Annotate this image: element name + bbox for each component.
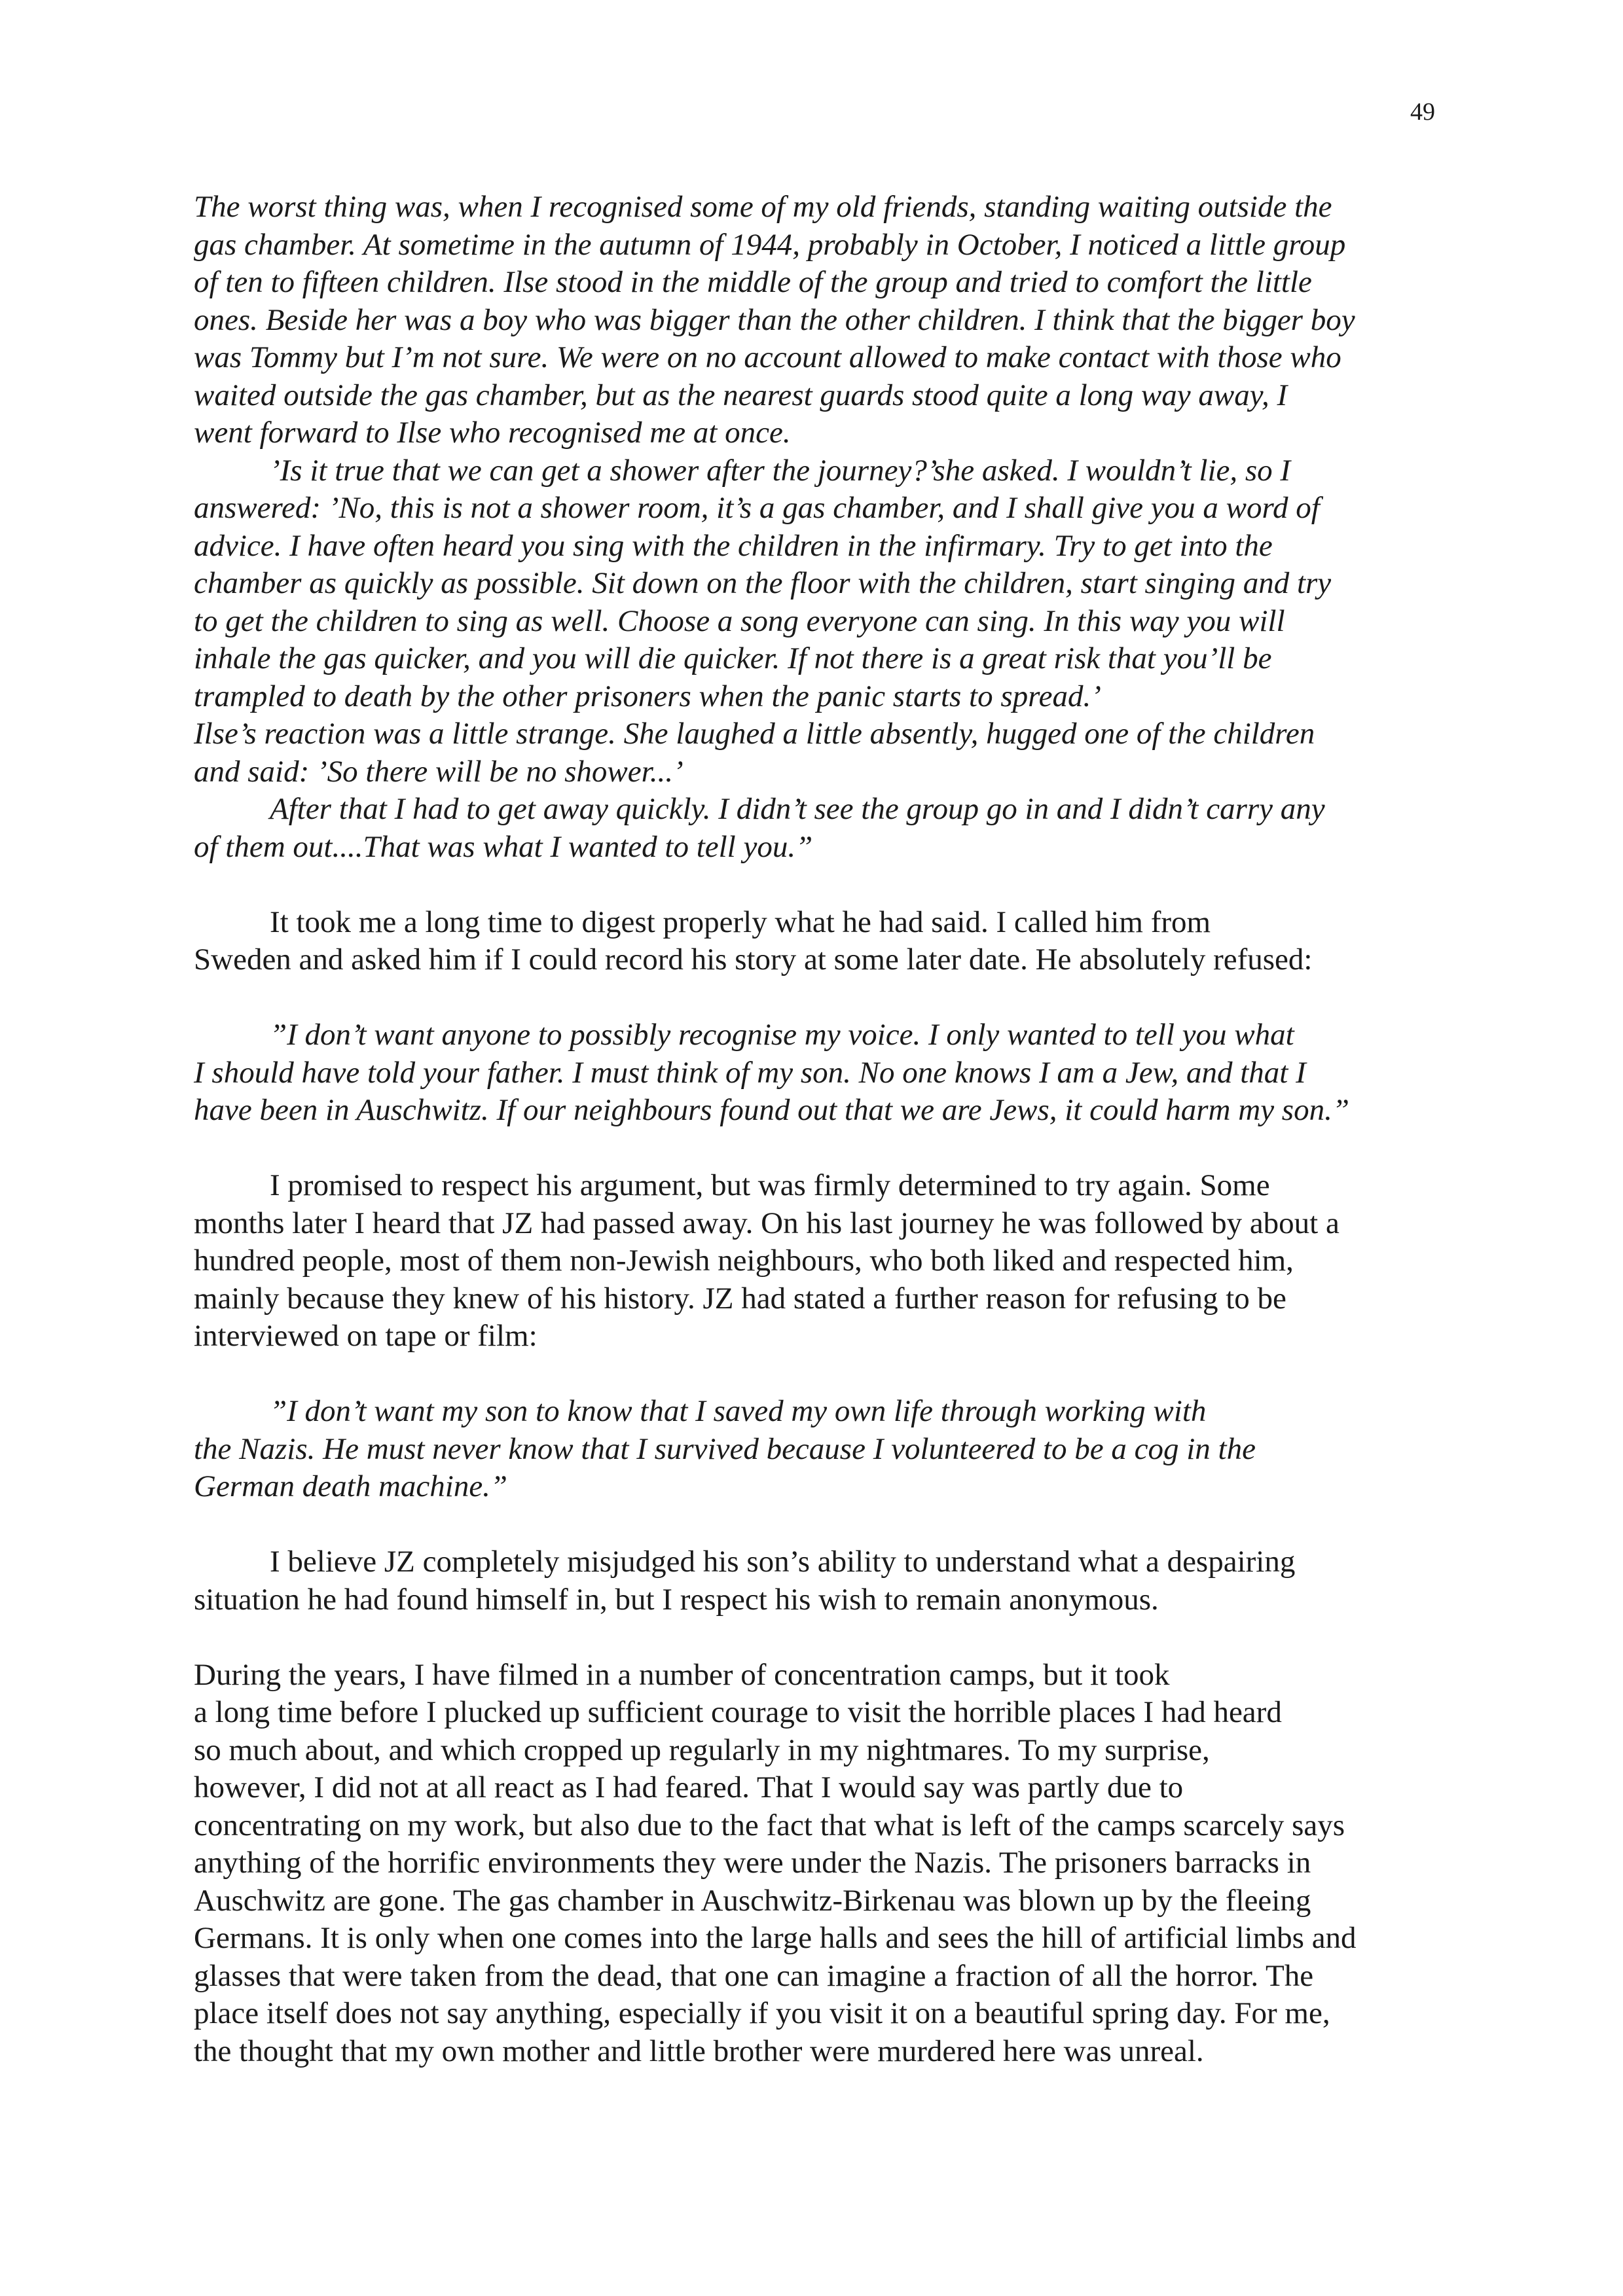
text-line: place itself does not say anything, especially if you visit it on a beautiful spring day. For me, bbox=[194, 1996, 1330, 2030]
text-line: waited outside the gas chamber, but as the nearest guards stood quite a long way away, I bbox=[194, 378, 1288, 412]
text-line: months later I heard that JZ had passed away. On his last journey he was followed by about a bbox=[194, 1206, 1340, 1240]
text-line: advice. I have often heard you sing with the children in the infirmary. Try to get into the bbox=[194, 528, 1273, 563]
text-line: concentrating on my work, but also due to the fact that what is left of the camps scarcely says bbox=[194, 1808, 1345, 1842]
text-line: After that I had to get away quickly. I didn’t see the group go in and I didn’t carry any bbox=[270, 792, 1325, 826]
text-line: ”I don’t want my son to know that I saved my own life through working with bbox=[270, 1394, 1207, 1428]
text-line: mainly because they knew of his history. JZ had stated a further reason for refusing to be bbox=[194, 1281, 1286, 1316]
paragraph-gap bbox=[194, 979, 1451, 1017]
paragraph-gap bbox=[194, 1130, 1451, 1168]
text-line: Ilse’s reaction was a little strange. She laughed a little absently, hugged one of the children bbox=[194, 717, 1315, 751]
text-line: to get the children to sing as well. Choose a song everyone can sing. In this way you will bbox=[194, 603, 1285, 638]
text-line: of ten to fifteen children. Ilse stood in the middle of the group and tried to comfort the little bbox=[194, 265, 1312, 299]
text-line: Sweden and asked him if I could record his story at some later date. He absolutely refused: bbox=[194, 942, 1313, 977]
text-line: answered: ’No, this is not a shower room, it’s a gas chamber, and I shall give you a word of bbox=[194, 491, 1320, 525]
text-line: I should have told your father. I must think of my son. No one knows I am a Jew, and that I bbox=[194, 1055, 1306, 1090]
text-line: a long time before I plucked up sufficient courage to visit the horrible places I had heard bbox=[194, 1695, 1282, 1729]
text-line: The worst thing was, when I recognised some of my old friends, standing waiting outside the bbox=[194, 190, 1332, 224]
text-line: interviewed on tape or film: bbox=[194, 1319, 538, 1353]
text-line: ’Is it true that we can get a shower after the journey?’she asked. I wouldn’t lie, so I bbox=[270, 453, 1291, 488]
text-line: chamber as quickly as possible. Sit down on the floor with the children, start singing and try bbox=[194, 566, 1332, 600]
document-body bbox=[194, 188, 1451, 2070]
text-line: Auschwitz are gone. The gas chamber in Auschwitz-Birkenau was blown up by the fleeing bbox=[194, 1883, 1311, 1918]
text-line: ”I don’t want anyone to possibly recognise my voice. I only wanted to tell you what bbox=[270, 1018, 1294, 1052]
paragraph-gap bbox=[194, 1506, 1451, 1544]
body-paragraph bbox=[194, 1657, 1451, 2071]
text-line: and said: ’So there will be no shower...’ bbox=[194, 754, 684, 789]
text-line: went forward to Ilse who recognised me at once. bbox=[194, 416, 791, 450]
text-line: however, I did not at all react as I had feared. That I would say was partly due to bbox=[194, 1770, 1184, 1804]
text-line: situation he had found himself in, but I respect his wish to remain anonymous. bbox=[194, 1582, 1159, 1617]
text-line: During the years, I have filmed in a number of concentration camps, but it took bbox=[194, 1657, 1170, 1692]
text-line: Germans. It is only when one comes into the large halls and sees the hill of artificial limbs and bbox=[194, 1921, 1357, 1955]
paragraph-gap bbox=[194, 1355, 1451, 1393]
text-line: I believe JZ completely misjudged his son’s ability to understand what a despairing bbox=[270, 1545, 1296, 1579]
page-number: 49 bbox=[1410, 98, 1435, 126]
text-line: ones. Beside her was a boy who was bigger than the other children. I think that the bigger boy bbox=[194, 302, 1355, 337]
paragraph-gap bbox=[194, 866, 1451, 904]
text-line: of them out....That was what I wanted to tell you.” bbox=[194, 829, 813, 864]
text-line: anything of the horrific environments they were under the Nazis. The prisoners barracks in bbox=[194, 1846, 1311, 1880]
text-line: trampled to death by the other prisoners when the panic starts to spread.’ bbox=[194, 679, 1101, 713]
quote-paragraph bbox=[194, 188, 1451, 866]
text-line: German death machine.” bbox=[194, 1469, 508, 1503]
text-line: I promised to respect his argument, but was firmly determined to try again. Some bbox=[270, 1168, 1270, 1202]
text-line: so much about, and which cropped up regularly in my nightmares. To my surprise, bbox=[194, 1732, 1210, 1767]
text-line: the Nazis. He must never know that I survived because I volunteered to be a cog in the bbox=[194, 1431, 1256, 1466]
text-line: It took me a long time to digest properly what he had said. I called him from bbox=[270, 905, 1211, 939]
quote-paragraph bbox=[194, 1016, 1451, 1130]
text-line: inhale the gas quicker, and you will die quicker. If not there is a great risk that you’ll be bbox=[194, 641, 1272, 675]
text-line: have been in Auschwitz. If our neighbours found out that we are Jews, it could harm my son.” bbox=[194, 1093, 1349, 1127]
paragraph-gap bbox=[194, 1619, 1451, 1657]
body-paragraph bbox=[194, 1543, 1451, 1619]
text-line: gas chamber. At sometime in the autumn of 1944, probably in October, I noticed a little group bbox=[194, 227, 1346, 262]
body-paragraph bbox=[194, 1167, 1451, 1355]
text-line: was Tommy but I’m not sure. We were on no account allowed to make contact with those who bbox=[194, 340, 1341, 374]
text-line: glasses that were taken from the dead, that one can imagine a fraction of all the horror. The bbox=[194, 1958, 1314, 1993]
text-line: hundred people, most of them non-Jewish neighbours, who both liked and respected him, bbox=[194, 1244, 1294, 1278]
quote-paragraph bbox=[194, 1393, 1451, 1506]
text-line: the thought that my own mother and little brother were murdered here was unreal. bbox=[194, 2034, 1204, 2068]
body-paragraph bbox=[194, 904, 1451, 979]
